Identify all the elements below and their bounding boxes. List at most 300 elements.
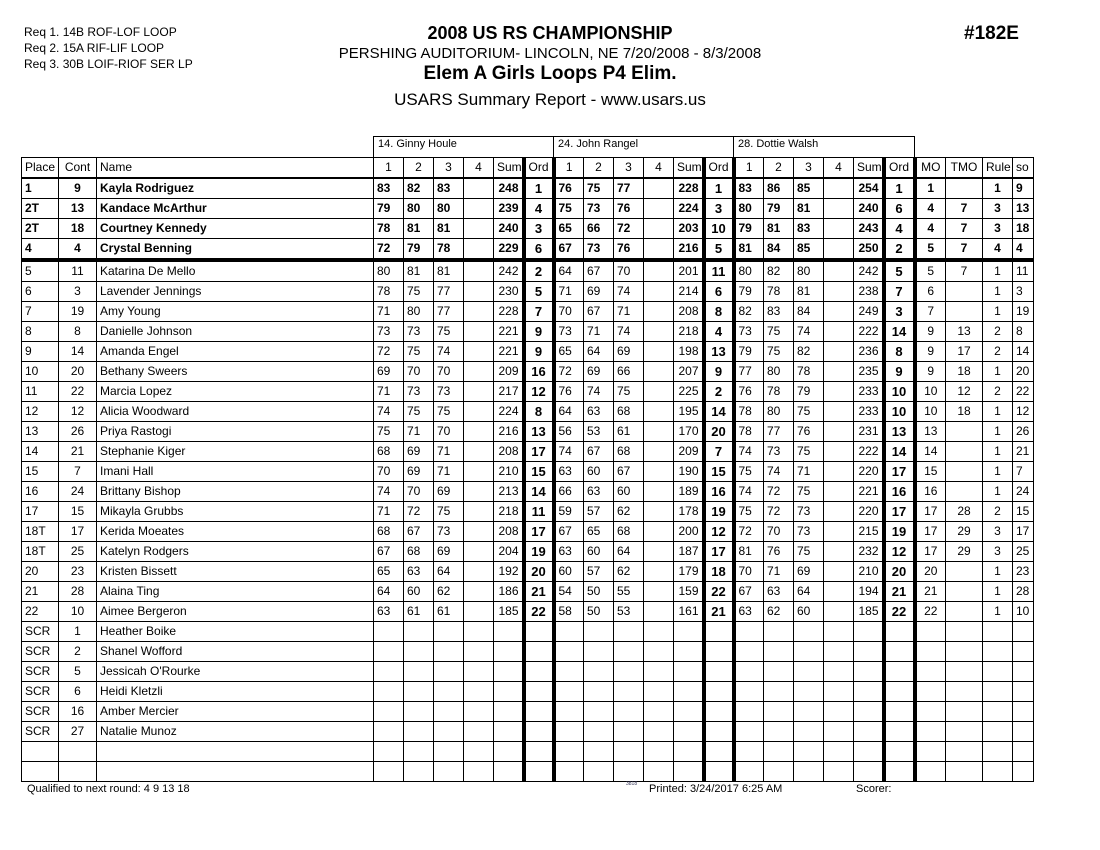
ordinal: 17 [524, 442, 554, 462]
score-4 [644, 562, 674, 582]
score-1 [734, 762, 764, 782]
score-sum: 214 [674, 282, 704, 302]
score-2 [584, 662, 614, 682]
score-4 [644, 362, 674, 382]
score-2: 73 [404, 322, 434, 342]
rule-cell [983, 622, 1013, 642]
score-4 [824, 482, 854, 502]
ordinal: 4 [524, 199, 554, 219]
header-judge-1-2: 2 [404, 158, 434, 179]
rule-cell: 1 [983, 178, 1013, 199]
ordinal: 21 [704, 602, 734, 622]
score-3: 74 [614, 282, 644, 302]
rule-cell: 3 [983, 542, 1013, 562]
score-4 [824, 342, 854, 362]
score-2 [404, 722, 434, 742]
so-cell: 28 [1013, 582, 1034, 602]
mo-cell: 1 [915, 178, 946, 199]
score-1 [734, 742, 764, 762]
score-4 [464, 522, 494, 542]
skater-name: Shanel Wofford [97, 642, 374, 662]
score-sum [854, 742, 884, 762]
score-1 [374, 722, 404, 742]
tmo-cell [946, 582, 983, 602]
mo-cell: 5 [915, 260, 946, 282]
mo-cell: 6 [915, 282, 946, 302]
rule-cell: 1 [983, 362, 1013, 382]
score-2: 74 [584, 382, 614, 402]
rule-cell [983, 742, 1013, 762]
score-sum [854, 622, 884, 642]
ordinal: 11 [524, 502, 554, 522]
tmo-cell [946, 302, 983, 322]
score-3 [614, 682, 644, 702]
score-sum: 249 [854, 302, 884, 322]
score-2: 78 [764, 382, 794, 402]
score-sum [494, 682, 524, 702]
place-cell: 18T [22, 542, 59, 562]
score-1: 83 [734, 178, 764, 199]
cont-cell: 15 [59, 502, 97, 522]
so-cell [1013, 642, 1034, 662]
tmo-cell [946, 442, 983, 462]
score-3: 83 [794, 219, 824, 239]
score-2: 57 [584, 562, 614, 582]
skater-name: Kristen Bissett [97, 562, 374, 582]
score-3: 69 [434, 482, 464, 502]
so-cell: 13 [1013, 199, 1034, 219]
score-4 [464, 502, 494, 522]
score-sum: 233 [854, 382, 884, 402]
score-3: 75 [794, 542, 824, 562]
score-1: 70 [554, 302, 584, 322]
score-1: 64 [554, 260, 584, 282]
skater-name: Heidi Kletzli [97, 682, 374, 702]
score-sum: 233 [854, 402, 884, 422]
score-2: 83 [764, 302, 794, 322]
score-sum: 242 [854, 260, 884, 282]
score-4 [464, 342, 494, 362]
score-4 [824, 282, 854, 302]
ordinal: 17 [524, 522, 554, 542]
score-sum: 240 [854, 199, 884, 219]
rule-cell: 1 [983, 422, 1013, 442]
place-cell: 5 [22, 260, 59, 282]
score-2 [764, 702, 794, 722]
score-1 [554, 662, 584, 682]
score-sum: 195 [674, 402, 704, 422]
score-3: 71 [614, 302, 644, 322]
ordinal [884, 642, 915, 662]
score-4 [464, 462, 494, 482]
skater-name: Alicia Woodward [97, 402, 374, 422]
score-1: 63 [554, 462, 584, 482]
score-sum: 204 [494, 542, 524, 562]
score-1 [374, 742, 404, 762]
score-4 [644, 178, 674, 199]
ordinal: 1 [524, 178, 554, 199]
skater-name: Alaina Ting [97, 582, 374, 602]
score-3: 68 [614, 402, 644, 422]
skater-name: Lavender Jennings [97, 282, 374, 302]
score-4 [464, 622, 494, 642]
score-4 [644, 199, 674, 219]
score-sum: 228 [674, 178, 704, 199]
skater-name: Marcia Lopez [97, 382, 374, 402]
score-sum [494, 762, 524, 782]
rule-cell [983, 702, 1013, 722]
skater-name: Amber Mercier [97, 702, 374, 722]
score-sum: 208 [494, 522, 524, 542]
header-name: Name [97, 158, 374, 179]
score-3: 53 [614, 602, 644, 622]
mo-cell: 10 [915, 382, 946, 402]
header-judge-2-1: 1 [554, 158, 584, 179]
skater-name: Mikayla Grubbs [97, 502, 374, 522]
score-2: 70 [404, 482, 434, 502]
score-4 [464, 602, 494, 622]
table-row [22, 522, 1034, 542]
table-row [22, 502, 1034, 522]
so-cell [1013, 662, 1034, 682]
place-cell: 17 [22, 502, 59, 522]
score-2: 81 [404, 260, 434, 282]
score-sum: 224 [494, 402, 524, 422]
ordinal: 16 [524, 362, 554, 382]
score-1: 56 [554, 422, 584, 442]
skater-name: Kerida Moeates [97, 522, 374, 542]
skater-name: Danielle Johnson [97, 322, 374, 342]
skater-name: Katelyn Rodgers [97, 542, 374, 562]
score-sum: 201 [674, 260, 704, 282]
score-3: 85 [794, 178, 824, 199]
score-3 [614, 762, 644, 782]
score-2: 73 [404, 382, 434, 402]
score-sum: 220 [854, 462, 884, 482]
score-sum [854, 642, 884, 662]
score-2: 82 [404, 178, 434, 199]
cont-cell: 28 [59, 582, 97, 602]
score-sum: 248 [494, 178, 524, 199]
score-1: 67 [554, 522, 584, 542]
header-judge-2-ord: Ord [704, 158, 734, 179]
score-3: 66 [614, 362, 644, 382]
tmo-cell [946, 682, 983, 702]
score-sum: 218 [674, 322, 704, 342]
skater-name [97, 742, 374, 762]
score-2: 75 [404, 342, 434, 362]
table-row [22, 642, 1034, 662]
score-sum [494, 742, 524, 762]
score-2 [764, 662, 794, 682]
ordinal: 2 [704, 382, 734, 402]
place-cell: 8 [22, 322, 59, 342]
event-number: #182E [964, 23, 1019, 44]
place-cell: SCR [22, 622, 59, 642]
score-3: 55 [614, 582, 644, 602]
place-cell: 12 [22, 402, 59, 422]
score-3: 75 [794, 402, 824, 422]
score-4 [644, 402, 674, 422]
so-cell: 7 [1013, 462, 1034, 482]
score-2: 75 [764, 322, 794, 342]
tmo-cell: 7 [946, 219, 983, 239]
venue-dates: PERSHING AUDITORIUM- LINCOLN, NE 7/20/2008 - 8/3/2008 [338, 45, 762, 62]
score-3: 76 [614, 239, 644, 261]
cont-cell: 27 [59, 722, 97, 742]
score-sum: 190 [674, 462, 704, 482]
score-4 [644, 482, 674, 502]
score-3: 82 [794, 342, 824, 362]
score-2: 69 [404, 442, 434, 462]
score-sum [854, 662, 884, 682]
score-2: 66 [584, 219, 614, 239]
cont-cell: 9 [59, 178, 97, 199]
score-sum: 217 [494, 382, 524, 402]
mo-cell: 9 [915, 322, 946, 342]
cont-cell: 7 [59, 462, 97, 482]
ordinal: 8 [704, 302, 734, 322]
cont-cell: 16 [59, 702, 97, 722]
score-1: 79 [734, 282, 764, 302]
ordinal: 10 [884, 402, 915, 422]
score-1 [554, 622, 584, 642]
cont-cell: 21 [59, 442, 97, 462]
cont-cell: 22 [59, 382, 97, 402]
table-row [22, 702, 1034, 722]
ordinal: 3 [704, 199, 734, 219]
score-2 [404, 662, 434, 682]
rule-cell: 1 [983, 462, 1013, 482]
score-3: 72 [614, 219, 644, 239]
score-4 [464, 199, 494, 219]
score-sum: 209 [674, 442, 704, 462]
ordinal [884, 762, 915, 782]
score-3: 81 [434, 260, 464, 282]
table-row [22, 302, 1034, 322]
score-sum: 221 [494, 342, 524, 362]
ordinal: 22 [524, 602, 554, 622]
score-4 [464, 562, 494, 582]
score-2: 61 [404, 602, 434, 622]
score-3 [434, 622, 464, 642]
score-3 [794, 702, 824, 722]
score-1 [734, 722, 764, 742]
score-1 [734, 682, 764, 702]
score-1: 70 [374, 462, 404, 482]
score-sum [494, 662, 524, 682]
score-4 [644, 422, 674, 442]
score-1: 78 [374, 282, 404, 302]
place-cell: 6 [22, 282, 59, 302]
skater-name: Kandace McArthur [97, 199, 374, 219]
header-judge-1-ord: Ord [524, 158, 554, 179]
score-3: 74 [794, 322, 824, 342]
score-1: 74 [374, 482, 404, 502]
score-4 [824, 642, 854, 662]
score-3 [434, 742, 464, 762]
score-4 [464, 282, 494, 302]
score-sum: 213 [494, 482, 524, 502]
table-row [22, 762, 1034, 782]
ordinal: 20 [884, 562, 915, 582]
score-4 [824, 542, 854, 562]
score-3: 76 [794, 422, 824, 442]
rule-cell: 2 [983, 382, 1013, 402]
score-2: 63 [404, 562, 434, 582]
score-sum: 185 [494, 602, 524, 622]
score-4 [824, 562, 854, 582]
mo-cell: 21 [915, 582, 946, 602]
skater-name: Amanda Engel [97, 342, 374, 362]
so-cell: 4 [1013, 239, 1034, 261]
tmo-cell: 7 [946, 239, 983, 261]
table-row [22, 602, 1034, 622]
cont-cell [59, 762, 97, 782]
score-2 [404, 762, 434, 782]
score-1 [554, 762, 584, 782]
ordinal: 17 [884, 462, 915, 482]
score-4 [644, 282, 674, 302]
score-3: 84 [794, 302, 824, 322]
score-1: 78 [734, 422, 764, 442]
tmo-cell: 29 [946, 542, 983, 562]
score-3 [794, 682, 824, 702]
score-4 [824, 602, 854, 622]
rule-cell: 3 [983, 219, 1013, 239]
printed-timestamp: Printed: 3/24/2017 6:25 AM [649, 783, 783, 795]
score-3: 74 [614, 322, 644, 342]
ordinal [884, 722, 915, 742]
so-cell [1013, 682, 1034, 702]
ordinal: 14 [704, 402, 734, 422]
skater-name: Jessicah O'Rourke [97, 662, 374, 682]
score-2: 64 [584, 342, 614, 362]
score-3 [794, 622, 824, 642]
score-1: 75 [734, 462, 764, 482]
so-cell: 19 [1013, 302, 1034, 322]
ordinal: 4 [704, 322, 734, 342]
score-1 [374, 702, 404, 722]
rule-cell: 1 [983, 402, 1013, 422]
header-judge-3-1: 1 [734, 158, 764, 179]
score-sum: 208 [494, 442, 524, 462]
score-2: 63 [584, 482, 614, 502]
score-3: 73 [434, 522, 464, 542]
place-cell: SCR [22, 722, 59, 742]
score-sum [854, 702, 884, 722]
tmo-cell [946, 622, 983, 642]
table-row [22, 178, 1034, 199]
so-cell: 8 [1013, 322, 1034, 342]
score-2: 74 [764, 462, 794, 482]
score-3 [614, 642, 644, 662]
header-judge-2-4: 4 [644, 158, 674, 179]
score-4 [824, 522, 854, 542]
score-2 [584, 762, 614, 782]
score-1: 81 [734, 542, 764, 562]
score-2: 60 [584, 542, 614, 562]
ordinal: 5 [884, 260, 915, 282]
score-sum: 216 [674, 239, 704, 261]
score-2 [404, 682, 434, 702]
ordinal: 9 [704, 362, 734, 382]
score-4 [644, 542, 674, 562]
ordinal [524, 722, 554, 742]
score-3: 69 [614, 342, 644, 362]
score-3: 85 [794, 239, 824, 261]
ordinal: 19 [884, 522, 915, 542]
table-row [22, 422, 1034, 442]
so-cell: 20 [1013, 362, 1034, 382]
score-1: 73 [374, 322, 404, 342]
score-2 [764, 622, 794, 642]
skater-name: Heather Boike [97, 622, 374, 642]
ordinal: 12 [524, 382, 554, 402]
score-4 [824, 702, 854, 722]
ordinal [884, 702, 915, 722]
so-cell: 12 [1013, 402, 1034, 422]
header-judge-2-2: 2 [584, 158, 614, 179]
score-1: 78 [734, 402, 764, 422]
score-sum [674, 662, 704, 682]
score-2: 73 [584, 239, 614, 261]
score-4 [644, 382, 674, 402]
score-2: 63 [764, 582, 794, 602]
score-3: 61 [614, 422, 644, 442]
score-4 [824, 178, 854, 199]
score-sum: 208 [674, 302, 704, 322]
score-4 [824, 402, 854, 422]
score-4 [644, 622, 674, 642]
score-2 [404, 642, 434, 662]
score-2: 80 [404, 302, 434, 322]
ordinal [524, 702, 554, 722]
score-2: 80 [764, 402, 794, 422]
score-sum: 242 [494, 260, 524, 282]
score-4 [824, 260, 854, 282]
score-1: 77 [734, 362, 764, 382]
so-cell: 26 [1013, 422, 1034, 442]
score-2: 67 [404, 522, 434, 542]
score-3 [794, 762, 824, 782]
ordinal: 21 [884, 582, 915, 602]
score-4 [644, 239, 674, 261]
score-2: 77 [764, 422, 794, 442]
score-2: 67 [584, 302, 614, 322]
score-3: 64 [434, 562, 464, 582]
score-3: 62 [614, 562, 644, 582]
score-4 [464, 422, 494, 442]
score-1 [734, 622, 764, 642]
score-sum: 185 [854, 602, 884, 622]
score-2: 72 [764, 482, 794, 502]
score-3: 81 [434, 219, 464, 239]
cont-cell: 25 [59, 542, 97, 562]
score-sum: 210 [494, 462, 524, 482]
score-4 [824, 722, 854, 742]
score-sum: 179 [674, 562, 704, 582]
score-1 [734, 642, 764, 662]
score-1: 65 [554, 342, 584, 362]
rule-cell [983, 642, 1013, 662]
score-sum [674, 742, 704, 762]
score-3: 79 [794, 382, 824, 402]
score-sum [854, 682, 884, 702]
score-1: 58 [554, 602, 584, 622]
cont-cell: 20 [59, 362, 97, 382]
header-cont: Cont [59, 158, 97, 179]
